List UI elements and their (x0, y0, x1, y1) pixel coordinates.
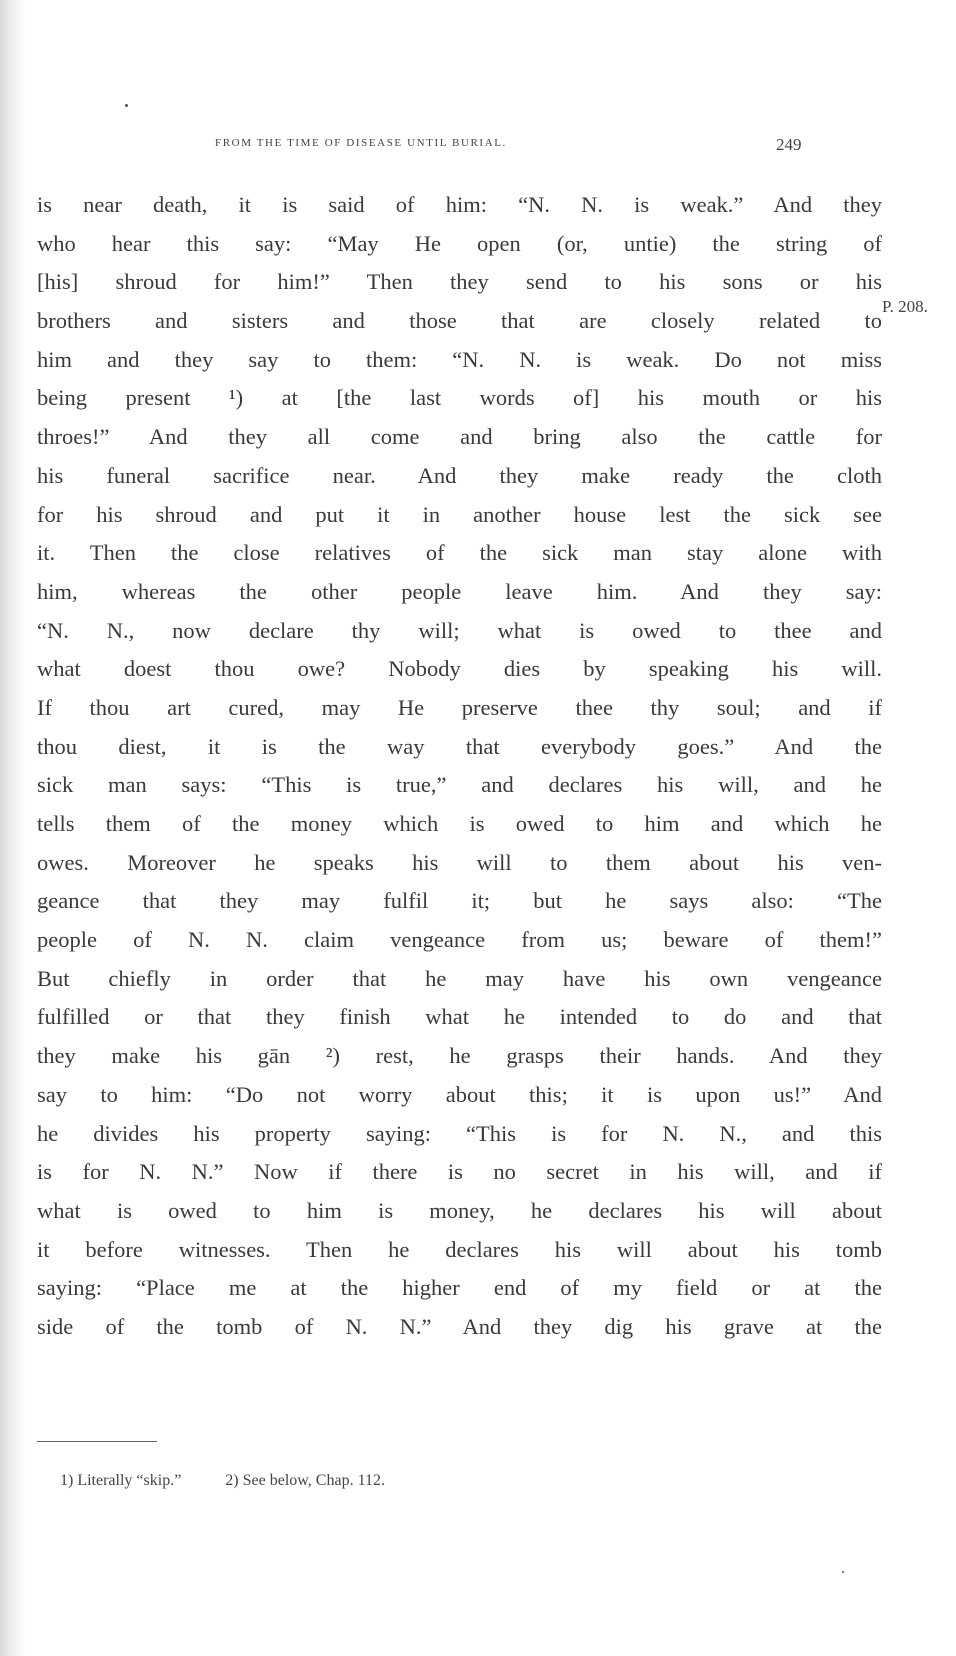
text-line: it before witnesses. Then he declares his will about his tomb (37, 1236, 882, 1262)
ink-speck (842, 1571, 844, 1573)
text-line: him, whereas the other people leave him. And they say: (37, 578, 882, 604)
footnote-1: 1) Literally “skip.” (60, 1472, 182, 1489)
text-line: is for N. N.” Now if there is no secret in his will, and if (37, 1159, 882, 1185)
footnotes (60, 1472, 385, 1490)
text-line: say to him: “Do not worry about this; it is upon us!” And (37, 1081, 882, 1107)
body-text (37, 186, 882, 1347)
text-line: owes. Moreover he speaks his will to them about his ven- (37, 849, 882, 875)
text-line: throes!” And they all come and bring also the cattle for (37, 424, 882, 450)
text-line: brothers and sisters and those that are closely related to (37, 308, 882, 334)
text-line: “N. N., now declare thy will; what is owed to thee and (37, 617, 882, 643)
text-line: who hear this say: “May He open (or, untie) the string of (37, 230, 882, 256)
text-line: tells them of the money which is owed to him and which he (37, 811, 882, 836)
page-edge-shadow (0, 0, 26, 1656)
text-line: for his shroud and put it in another house lest the sick see (37, 501, 882, 527)
text-line: being present ¹) at [the last words of] his mouth or his (37, 385, 882, 411)
text-line: he divides his property saying: “This is for N. N., and this (37, 1120, 882, 1146)
text-line: fulfilled or that they finish what he intended to do and that (37, 1004, 882, 1030)
text-line: saying: “Place me at the higher end of my field or at the (37, 1275, 882, 1301)
running-head: FROM THE TIME OF DISEASE UNTIL BURIAL. (215, 137, 507, 149)
text-line: people of N. N. claim vengeance from us; beware of them!” (37, 927, 882, 953)
text-line: is near death, it is said of him: “N. N. is weak.” And they (37, 192, 882, 217)
page-number: 249 (776, 135, 802, 154)
footnote-2: 2) See below, Chap. 112. (225, 1472, 385, 1489)
text-line: geance that they may fulfil it; but he says also: “The (37, 888, 882, 914)
text-line: his funeral sacrifice near. And they make ready the cloth (37, 462, 882, 488)
text-line: But chiefly in order that he may have his own vengeance (37, 965, 882, 991)
text-line: what is owed to him is money, he declares his will about (37, 1197, 882, 1223)
margin-page-reference: P. 208. (882, 297, 928, 316)
footnote-rule (37, 1441, 157, 1442)
text-line: they make his gān ²) rest, he grasps their hands. And they (37, 1043, 882, 1069)
ink-speck (125, 104, 128, 107)
text-line: what doest thou owe? Nobody dies by speaking his will. (37, 656, 882, 682)
text-line: [his] shroud for him!” Then they send to his sons or his (37, 269, 882, 295)
text-line: it. Then the close relatives of the sick man stay alone with (37, 540, 882, 566)
text-line: side of the tomb of N. N.” And they dig his grave at the (37, 1313, 882, 1339)
text-line: If thou art cured, may He preserve thee thy soul; and if (37, 694, 882, 720)
text-line: him and they say to them: “N. N. is weak. Do not miss (37, 346, 882, 372)
text-line: thou diest, it is the way that everybody goes.” And the (37, 733, 882, 759)
text-line: sick man says: “This is true,” and declares his will, and he (37, 772, 882, 798)
